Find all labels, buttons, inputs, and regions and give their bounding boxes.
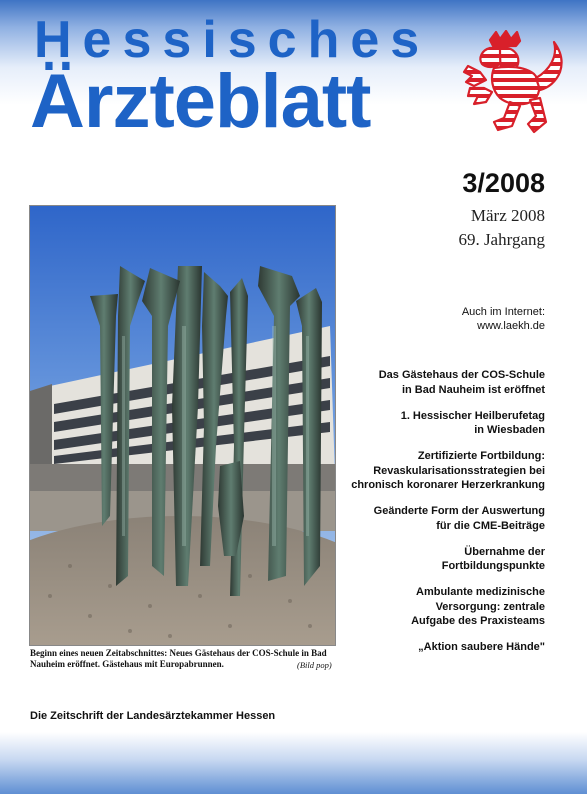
cover-photo [29,205,336,646]
masthead-line1: Hessisches [34,11,431,69]
teaser-line: Das Gästehaus der COS-Schule [378,369,545,381]
teaser-line: Aufgabe des Praxisteams [411,615,545,628]
teaser-line: Fortbildungspunkte [441,560,545,573]
teaser-line: Zertifizierte Fortbildung: [417,450,545,463]
internet-label: Auch im Internet: [461,306,545,318]
internet-block [462,305,545,334]
teaser-line: Revaskularisationsstrategien bei [373,464,545,477]
teaser-line: in Wiesbaden [474,424,545,437]
issue-number: 3/2008 [462,168,545,198]
hessian-lion-crest-icon [460,30,566,142]
teaser-line: Geänderte Form der Auswertung [373,505,545,518]
teaser-line: für die CME-Beiträge [436,519,545,532]
teaser-line: chronisch koronarer Herzerkrankung [351,479,545,492]
teaser-line: Übernahme der [464,545,545,558]
teaser-line: in Bad Nauheim ist eröffnet [401,383,545,396]
publisher-tagline: Die Zeitschrift der Landesärztekammer Hessen [30,710,276,722]
issue-month: März 2008 [470,206,545,225]
photo-credit: (Bild pop) [297,660,332,670]
masthead-line2: Ärzteblatt [30,59,371,144]
teaser-line: „Aktion saubere Hände" [418,641,545,654]
internet-url[interactable]: www.laekh.de [477,320,545,333]
teaser-line: Ambulante medizinische [416,586,545,599]
footer-gradient-band [0,732,587,794]
teaser-line: 1. Hessischer Heilberufetag [400,409,545,422]
photo-caption: Beginn eines neuen Zeitabschnittes: Neues Gästehaus der COS-Schule in Bad Nauheim eröffnet. Gästehaus mit Europabrunnen. [30,648,327,670]
issue-volume: 69. Jahrgang [458,230,545,249]
teaser-line: Versorgung: zentrale [435,600,545,613]
